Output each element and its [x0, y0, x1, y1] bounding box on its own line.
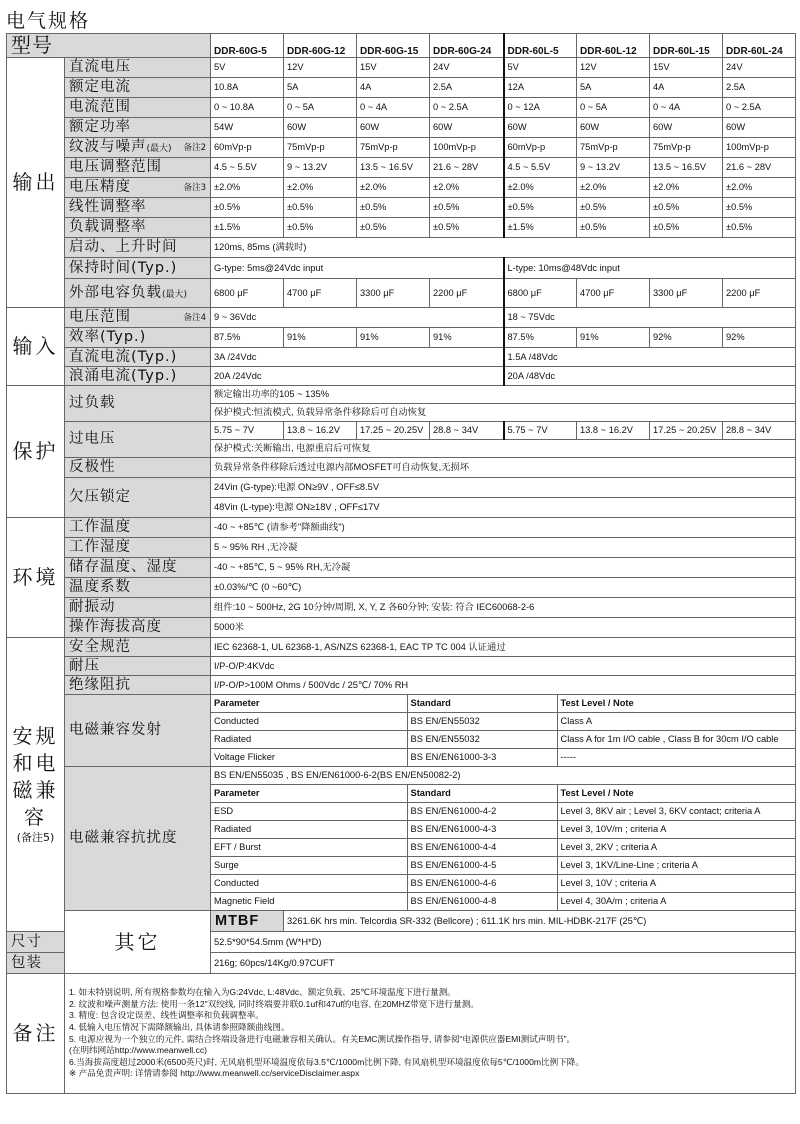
row-label-text: 外部电容负载 [69, 284, 162, 301]
value-cell: 75mVp-p [650, 138, 723, 158]
value-cell: 21.6 ~ 28V [723, 158, 796, 178]
emc-cell: Conducted [211, 713, 407, 731]
value-cell: ±0.5% [650, 198, 723, 218]
table-row [7, 618, 796, 638]
row-label-text: 电压调整范围 [69, 159, 162, 176]
row-label-text: 额定电流 [69, 79, 131, 96]
note-line: 5. 电源应视为一个独立的元件, 需结合终端设备进行电磁兼容相关确认。有关EMC测试操作指导, 请参阅“电源供应器EMI测试声明书”。 [69, 1033, 576, 1044]
table-row [7, 78, 796, 98]
value-cell: 4700 μF [284, 279, 357, 308]
table-row [7, 367, 796, 386]
value-cell: 60W [650, 118, 723, 138]
value-cell: 12V [577, 58, 650, 78]
emc-cell: EFT / Burst [211, 839, 407, 857]
row-label [65, 676, 211, 695]
table-row [7, 58, 796, 78]
emc-cell: BS EN/EN55032 [407, 731, 557, 749]
value-cell: 2.5A [723, 78, 796, 98]
emc-cell: Level 4, 30A/m ; criteria A [557, 893, 795, 911]
row-label [65, 218, 211, 238]
table-row [7, 458, 796, 478]
value-cell: 2.5A [430, 78, 504, 98]
row-label-text: 反极性 [69, 459, 116, 476]
row-label-text: MTBF [215, 912, 260, 929]
emc-cell: BS EN/EN61000-4-3 [407, 821, 557, 839]
value-cell: 60mVp-p [504, 138, 577, 158]
row-label [65, 558, 211, 578]
model-name: DDR-60L-5 [504, 34, 577, 58]
row-label [65, 98, 211, 118]
value-cell: 17.25 ~ 20.25V [357, 422, 430, 440]
emc-cell: ----- [557, 749, 795, 767]
value-cell: 保护模式:恒流模式, 负载异常条件移除后可自动恢复 [211, 404, 796, 422]
note-line: 2. 纹波和噪声测量方法: 使用一条12"双绞线, 同时终端要并联0.1uf和47uf的电容, 在20MHZ带宽下进行量测。 [69, 998, 479, 1009]
value-cell: 0 ~ 5A [577, 98, 650, 118]
table-row [7, 422, 796, 440]
value-cell: 0 ~ 4A [650, 98, 723, 118]
row-label [65, 458, 211, 478]
value-cell: ±0.5% [577, 218, 650, 238]
value-cell: 12V [284, 58, 357, 78]
table-row [7, 279, 796, 308]
group-protection: 保护 [7, 386, 65, 518]
value-cell: 21.6 ~ 28V [430, 158, 504, 178]
value-cell: 24Vin (G-type):电源 ON≥9V , OFF≤8.5V [211, 478, 796, 498]
value-cell: ±1.5% [211, 218, 284, 238]
model-name: DDR-60G-5 [211, 34, 284, 58]
row-label [65, 657, 211, 676]
value-cell: 3300 μF [650, 279, 723, 308]
group-safety-note: (备注5) [16, 831, 55, 845]
value-cell: 5.75 ~ 7V [504, 422, 577, 440]
value-cell: IEC 62368-1, UL 62368-1, AS/NZS 62368-1, EAC TP TC 004 认证通过 [211, 638, 796, 657]
row-label [65, 598, 211, 618]
group-notes: 备注 [7, 974, 65, 1094]
value-cell: 5A [577, 78, 650, 98]
row-label-text: 耐压 [69, 657, 100, 674]
table-row [7, 578, 796, 598]
row-label-text: 电压范围 [69, 308, 131, 325]
group-safety-emc [7, 638, 65, 932]
emc-cell: BS EN/EN61000-4-4 [407, 839, 557, 857]
row-label-text: 尺寸 [11, 933, 42, 950]
row-label [65, 238, 211, 258]
row-label [65, 695, 211, 767]
emc-cell: Level 3, 10V ; criteria A [557, 875, 795, 893]
value-cell: 60mVp-p [211, 138, 284, 158]
model-name: DDR-60L-15 [650, 34, 723, 58]
emc-header: Parameter [211, 785, 407, 803]
emc-cell: Surge [211, 857, 407, 875]
row-label [65, 138, 211, 158]
value-cell: 10.8A [211, 78, 284, 98]
table-row [7, 34, 796, 58]
row-label-text: 欠压锁定 [69, 489, 131, 506]
emc-cell: BS EN/EN61000-4-8 [407, 893, 557, 911]
table-row [7, 974, 796, 1094]
value-cell: ±0.5% [430, 218, 504, 238]
emc-cell: Voltage Flicker [214, 752, 275, 763]
value-cell-l: 18 ~ 75Vdc [504, 308, 796, 328]
row-label-qualifier: (最大) [146, 143, 172, 154]
table-row [7, 258, 796, 279]
model-name: DDR-60G-15 [357, 34, 430, 58]
emc-table-cell [211, 695, 796, 767]
value-cell: 60W [504, 118, 577, 138]
value-cell: 13.5 ~ 16.5V [357, 158, 430, 178]
model-name: DDR-60L-24 [723, 34, 796, 58]
note-line: 1. 如未特别说明, 所有规格参数均在输入为G:24Vdc, L:48Vdc、额定负载、25℃环境温度下进行量测。 [69, 987, 456, 998]
table-row [7, 478, 796, 498]
value-cell: ±0.5% [577, 198, 650, 218]
emc-cell: BS EN/EN61000-3-3 [407, 749, 557, 767]
emc-cell: Level 3, 1KV/Line-Line ; criteria A [557, 857, 795, 875]
value-cell: 17.25 ~ 20.25V [650, 422, 723, 440]
value-cell: 额定输出功率的105 ~ 135% [211, 386, 796, 404]
row-label [65, 308, 211, 328]
value-cell: -40 ~ +85℃ (请参考"降额曲线") [211, 518, 796, 538]
value-cell: ±2.0% [577, 178, 650, 198]
value-cell: ±1.5% [504, 218, 577, 238]
row-label-text: 纹波与噪声 [69, 138, 147, 155]
value-cell: 9 ~ 13.2V [577, 158, 650, 178]
row-label [65, 538, 211, 558]
row-label [65, 258, 211, 279]
row-label [65, 198, 211, 218]
group-output: 输出 [7, 58, 65, 308]
emc-table [211, 695, 795, 766]
row-label-text: 电磁兼容发射 [69, 722, 162, 739]
value-cell: ±0.5% [723, 198, 796, 218]
emc-cell: BS EN/EN61000-4-6 [407, 875, 557, 893]
emc-header: Test Level / Note [557, 695, 795, 713]
page-title: 电气规格 [6, 10, 91, 32]
table-row [7, 218, 796, 238]
row-label [65, 578, 211, 598]
value-cell: 28.8 ~ 34V [430, 422, 504, 440]
row-note: 备注2 [183, 142, 206, 153]
model-name: DDR-60G-12 [284, 34, 357, 58]
value-cell: 0 ~ 4A [357, 98, 430, 118]
row-label-text: 浪涌电流(Typ.) [69, 367, 178, 384]
value-cell: 13.8 ~ 16.2V [577, 422, 650, 440]
emc-cell: Radiated [211, 821, 407, 839]
group-input: 输入 [7, 308, 65, 386]
value-cell: 75mVp-p [577, 138, 650, 158]
row-label-text: 储存温度、湿度 [69, 559, 178, 576]
notes-cell [65, 974, 796, 1094]
value-cell: 92% [723, 328, 796, 348]
value-cell: ±0.5% [723, 218, 796, 238]
row-label-text: 温度系数 [69, 579, 131, 596]
table-row [7, 238, 796, 258]
row-label-text: 耐振动 [69, 599, 116, 616]
row-label-text: 安全规范 [69, 638, 131, 655]
note-line: 4. 低输入电压情况下需降额输出, 具体请参照降额曲线图。 [69, 1021, 290, 1032]
value-cell: 15V [357, 58, 430, 78]
value-cell: 0 ~ 2.5A [430, 98, 504, 118]
value-cell: 91% [430, 328, 504, 348]
value-cell: 9 ~ 13.2V [284, 158, 357, 178]
row-label [65, 58, 211, 78]
emc-cell: Level 3, 8KV air ; Level 3, 6KV contact; criteria A [557, 803, 795, 821]
emc-header: Standard [407, 695, 557, 713]
row-label [65, 422, 211, 458]
value-cell: 52.5*90*54.5mm (W*H*D) [211, 932, 796, 953]
emc-header: Parameter [211, 695, 407, 713]
value-cell: ±2.0% [284, 178, 357, 198]
row-label [65, 518, 211, 538]
note-line: 3. 精度: 包含设定误差、线性调整率和负载调整率。 [69, 1010, 264, 1021]
table-row [7, 178, 796, 198]
value-cell: ±0.5% [284, 198, 357, 218]
group-others: 其它 [65, 911, 211, 974]
table-row [7, 538, 796, 558]
value-cell: 负载异常条件移除后透过电源内部MOSFET可自动恢复,无损坏 [211, 458, 796, 478]
value-cell: 0 ~ 2.5A [723, 98, 796, 118]
table-row [7, 308, 796, 328]
value-cell: 6800 μF [211, 279, 284, 308]
row-label-text: 直流电压 [69, 59, 131, 76]
row-label [65, 386, 211, 422]
table-row [7, 695, 796, 767]
emc-cell: Class A for 1m I/O cable , Class B for 30cm I/O cable [557, 731, 795, 749]
value-cell: 87.5% [211, 328, 284, 348]
row-label-text: 包装 [11, 954, 42, 971]
row-label-text: 过电压 [69, 431, 116, 448]
emc-cell: Conducted [211, 875, 407, 893]
value-cell: ±0.5% [650, 218, 723, 238]
value-cell: 0 ~ 10.8A [211, 98, 284, 118]
model-name: DDR-60L-12 [577, 34, 650, 58]
row-label [65, 367, 211, 386]
value-cell: 4.5 ~ 5.5V [211, 158, 284, 178]
table-row [7, 348, 796, 367]
value-cell-g: 3A /24Vdc [211, 348, 504, 367]
row-note: 备注3 [183, 182, 206, 193]
value-cell: 5000米 [211, 618, 796, 638]
value-cell: 216g; 60pcs/14Kg/0.97CUFT [211, 953, 796, 974]
value-cell: 3261.6K hrs min. Telcordia SR-332 (Bellcore) ; 611.1K hrs min. MIL-HDBK-217F (25℃) [284, 911, 796, 932]
value-cell: 100mVp-p [723, 138, 796, 158]
emc-cell: Class A [557, 713, 795, 731]
value-cell: 13.8 ~ 16.2V [284, 422, 357, 440]
value-cell-l: 1.5A /48Vdc [504, 348, 796, 367]
value-cell: 120ms, 85ms (满载时) [211, 238, 796, 258]
value-cell: 15V [650, 58, 723, 78]
value-cell: 24V [723, 58, 796, 78]
row-label-text: 直流电流(Typ.) [69, 348, 178, 365]
table-row [7, 657, 796, 676]
emc-cell: ESD [211, 803, 407, 821]
value-cell: 5A [284, 78, 357, 98]
value-cell-g: G-type: 5ms@24Vdc input [211, 258, 504, 279]
value-cell: -40 ~ +85℃, 5 ~ 95% RH,无冷凝 [211, 558, 796, 578]
value-cell: 13.5 ~ 16.5V [650, 158, 723, 178]
value-cell: 60W [577, 118, 650, 138]
value-cell: I/P-O/P:4KVdc [211, 657, 796, 676]
value-cell: ±2.0% [211, 178, 284, 198]
value-cell: 48Vin (L-type):电源 ON≥18V , OFF≤17V [211, 498, 796, 518]
value-cell: 4700 μF [577, 279, 650, 308]
value-cell: 91% [284, 328, 357, 348]
emc-cell: Radiated [211, 731, 407, 749]
spec-table [6, 33, 796, 1094]
table-row [7, 518, 796, 538]
value-cell: 91% [357, 328, 430, 348]
row-label-text: 效率(Typ.) [69, 329, 147, 346]
table-row [7, 198, 796, 218]
emc-summary: BS EN/EN55035 , BS EN/EN61000-6-2(BS EN/EN50082-2) [211, 767, 795, 785]
emc-cell: Level 3, 10V/m ; criteria A [557, 821, 795, 839]
value-cell: ±0.5% [430, 198, 504, 218]
value-cell: 4A [357, 78, 430, 98]
table-row [7, 676, 796, 695]
row-label [65, 118, 211, 138]
value-cell: ±2.0% [357, 178, 430, 198]
value-cell-g: 20A /24Vdc [211, 367, 504, 386]
table-row [7, 158, 796, 178]
group-safety-title: 安规和电磁兼容 [12, 724, 59, 830]
value-cell-l: L-type: 10ms@48Vdc input [504, 258, 796, 279]
row-label [65, 158, 211, 178]
emc-cell: Level 3, 2KV ; criteria A [557, 839, 795, 857]
row-label-text: 启动、上升时间 [69, 239, 178, 256]
row-label-text: 操作海拔高度 [69, 619, 162, 636]
value-cell: 60W [723, 118, 796, 138]
value-cell: 3300 μF [357, 279, 430, 308]
table-row [7, 767, 796, 911]
row-label [65, 478, 211, 518]
value-cell: 60W [284, 118, 357, 138]
row-label [65, 279, 211, 308]
row-label [65, 78, 211, 98]
row-note: 备注4 [183, 312, 206, 323]
value-cell: 92% [650, 328, 723, 348]
value-cell: 5V [504, 58, 577, 78]
table-row [7, 558, 796, 578]
value-cell: 0 ~ 12A [504, 98, 577, 118]
value-cell: 2200 μF [430, 279, 504, 308]
value-cell: 0 ~ 5A [284, 98, 357, 118]
value-cell: 28.8 ~ 34V [723, 422, 796, 440]
value-cell: ±0.5% [357, 218, 430, 238]
emc-cell: Magnetic Field [214, 896, 275, 907]
emc-table-cell [211, 767, 796, 911]
value-cell: ±2.0% [723, 178, 796, 198]
row-label [211, 911, 284, 932]
emc-header: Standard [407, 785, 557, 803]
value-cell: ±2.0% [430, 178, 504, 198]
value-cell: I/P-O/P>100M Ohms / 500Vdc / 25℃/ 70% RH [211, 676, 796, 695]
emc-table [211, 767, 795, 910]
value-cell: 4A [650, 78, 723, 98]
row-label-text: 保持时间(Typ.) [69, 259, 178, 276]
row-label-text: 电流范围 [69, 99, 131, 116]
value-cell: ±0.5% [211, 198, 284, 218]
emc-cell: BS EN/EN55032 [407, 713, 557, 731]
emc-header: Test Level / Note [557, 785, 795, 803]
value-cell: ±0.5% [504, 198, 577, 218]
emc-cell: BS EN/EN61000-4-2 [407, 803, 557, 821]
value-cell: 组件:10 ~ 500Hz, 2G 10分钟/周期, X, Y, Z 各60分钟; 安装: 符合 IEC60068-2-6 [211, 598, 796, 618]
value-cell: ±0.5% [284, 218, 357, 238]
row-label-text: 线性调整率 [69, 199, 147, 216]
row-label [65, 178, 211, 198]
table-row [7, 118, 796, 138]
row-label [7, 932, 65, 953]
row-label-text: 工作湿度 [69, 539, 131, 556]
table-row [7, 98, 796, 118]
value-cell: 91% [577, 328, 650, 348]
value-cell: 5.75 ~ 7V [211, 422, 284, 440]
value-cell: 54W [211, 118, 284, 138]
value-cell-l: 20A /48Vdc [504, 367, 796, 386]
value-cell: ±0.03%/℃ (0 ~60℃) [211, 578, 796, 598]
row-label-text: 绝缘阻抗 [69, 676, 131, 693]
value-cell: 12A [504, 78, 577, 98]
row-label [65, 638, 211, 657]
table-row [7, 328, 796, 348]
value-cell: 保护模式:关断输出, 电源重启后可恢复 [211, 440, 796, 458]
row-label [65, 618, 211, 638]
row-label-text: 工作温度 [69, 519, 131, 536]
value-cell: 87.5% [504, 328, 577, 348]
row-label-text: 过负载 [69, 395, 116, 412]
value-cell: 24V [430, 58, 504, 78]
row-label-text: 额定功率 [69, 119, 131, 136]
row-label-qualifier: (最大) [162, 289, 188, 300]
table-row [7, 911, 796, 932]
row-label-text: 电磁兼容抗扰度 [69, 830, 178, 847]
table-row [7, 386, 796, 404]
value-cell: ±2.0% [504, 178, 577, 198]
group-environment: 环境 [7, 518, 65, 638]
value-cell: 75mVp-p [284, 138, 357, 158]
value-cell: ±0.5% [357, 198, 430, 218]
value-cell: 75mVp-p [357, 138, 430, 158]
table-row [7, 638, 796, 657]
note-line: (在明纬网站http://www.meanwell.cc) [69, 1045, 208, 1056]
model-label: 型号 [7, 34, 211, 58]
row-label [65, 767, 211, 911]
note-line: 6.当海拔高度超过2000米(6500英尺)时, 无风扇机型环境温度依每3.5℃/1000m比例下降, 有风扇机型环境温度依每5℃/1000m比例下降。 [69, 1056, 584, 1067]
value-cell-g: 9 ~ 36Vdc [211, 308, 504, 328]
model-name: DDR-60G-24 [430, 34, 504, 58]
value-cell: 5 ~ 95% RH ,无冷凝 [211, 538, 796, 558]
table-row [7, 138, 796, 158]
note-line: ※ 产品免责声明: 详情请参阅 http://www.meanwell.cc/serviceDisclaimer.aspx [69, 1068, 360, 1079]
value-cell: 100mVp-p [430, 138, 504, 158]
row-label [65, 348, 211, 367]
row-label [65, 328, 211, 348]
value-cell: 60W [430, 118, 504, 138]
value-cell: 6800 μF [504, 279, 577, 308]
value-cell: 5V [211, 58, 284, 78]
row-label-text: 负载调整率 [69, 219, 147, 236]
row-label [7, 953, 65, 974]
value-cell: 4.5 ~ 5.5V [504, 158, 577, 178]
value-cell: ±2.0% [650, 178, 723, 198]
emc-cell: BS EN/EN61000-4-5 [407, 857, 557, 875]
table-row [7, 598, 796, 618]
value-cell: 2200 μF [723, 279, 796, 308]
row-label-text: 电压精度 [69, 178, 131, 195]
value-cell: 60W [357, 118, 430, 138]
